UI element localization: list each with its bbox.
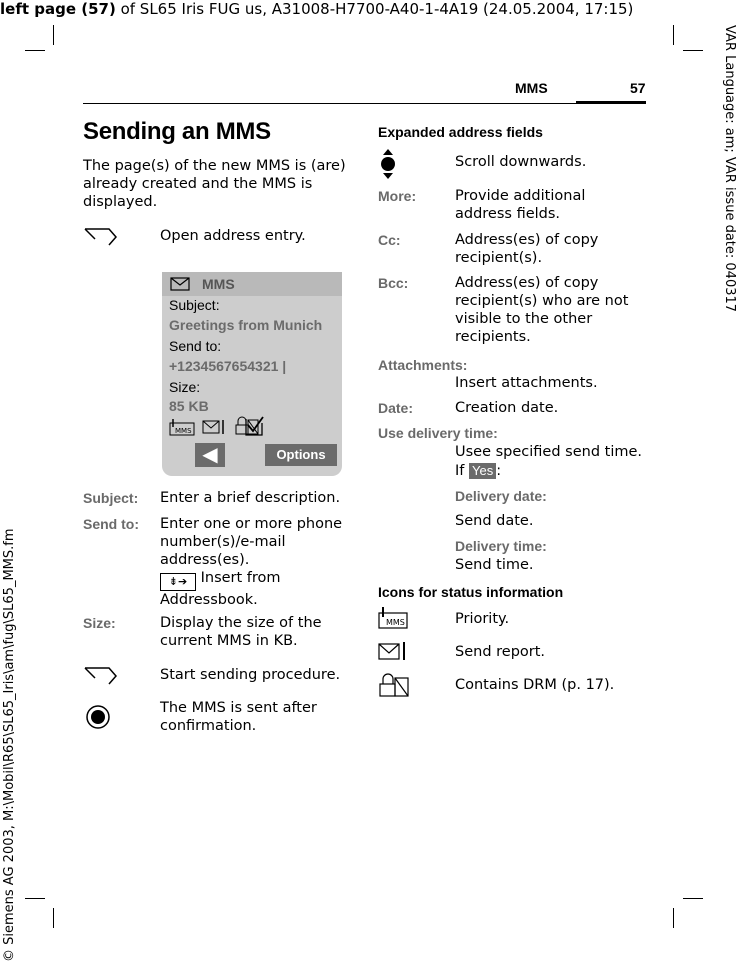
icon-desc: Priority.	[455, 611, 510, 627]
attachments-label: Attachments:	[378, 357, 468, 373]
crop-mark	[53, 25, 54, 45]
def-label: Subject:	[83, 490, 139, 506]
header-rule-thick	[576, 101, 646, 104]
nav-key-icon	[85, 704, 111, 730]
scroll-text: Scroll downwards.	[455, 154, 587, 170]
svg-text:MMS: MMS	[386, 618, 405, 627]
screen-size-label: Size:	[169, 379, 201, 395]
icon-desc: Send report.	[455, 644, 546, 660]
header-rest: of SL65 Iris FUG us, A31008-H7700-A40-1-4A19 (24.05.2004, 17:15)	[115, 0, 634, 18]
attachments-text: Insert attachments.	[455, 375, 598, 391]
left-softkey-icon	[83, 664, 119, 688]
field-text: Address(es) of copy recipient(s).	[455, 232, 599, 266]
delivery-date-label: Delivery date:	[455, 488, 547, 504]
page-number: 57	[630, 80, 646, 96]
crop-mark	[673, 908, 674, 928]
use-delivery-text: Usee specified send time.	[455, 444, 643, 460]
def-text: Enter a brief description.	[160, 490, 341, 506]
sent-text: The MMS is sent after confirmation.	[160, 700, 317, 734]
checkmark-softkey-icon[interactable]	[244, 415, 264, 439]
addressbook-icon: ⇟➔	[160, 573, 196, 591]
options-softkey[interactable]: Options	[265, 444, 337, 466]
open-entry-text: Open address entry.	[160, 228, 306, 244]
crop-mark	[53, 908, 54, 928]
field-text: Address(es) of copy recipient(s) who are not visible to the other recipients.	[455, 275, 629, 345]
field-label: More:	[378, 188, 417, 204]
side-note-right: VAR Language: am; VAR issue date: 040317	[722, 25, 737, 313]
scroll-down-icon	[378, 148, 398, 180]
delivery-time-text: Send time.	[455, 557, 534, 573]
priority-icon	[169, 418, 195, 436]
header-prefix: left page (57)	[0, 0, 116, 18]
crop-mark	[25, 898, 45, 899]
send-report-icon	[378, 640, 408, 664]
screen-subject-label: Subject:	[169, 297, 220, 313]
date-label: Date:	[378, 400, 414, 416]
header-rule	[83, 103, 576, 104]
delivery-time-label: Delivery time:	[455, 538, 547, 554]
def-text	[160, 515, 350, 609]
field-label: Bcc:	[378, 275, 409, 291]
expanded-heading: Expanded address fields	[378, 124, 543, 140]
crop-mark	[25, 50, 45, 51]
screen-title: MMS	[202, 276, 235, 292]
use-delivery-label: Use delivery time:	[378, 425, 498, 441]
phone-screen	[162, 272, 342, 476]
running-section: MMS	[515, 80, 548, 96]
screen-subject-value[interactable]: Greetings from Munich	[169, 317, 323, 333]
print-header	[0, 0, 633, 18]
send-report-icon	[202, 418, 226, 436]
delivery-date-text: Send date.	[455, 513, 534, 529]
use-delivery-if: If Yes :	[455, 463, 502, 479]
if-word: If	[455, 463, 465, 479]
icon-desc: Contains DRM (p. 17).	[455, 677, 615, 693]
left-softkey-icon	[83, 225, 119, 249]
screen-size-value: 85 KB	[169, 398, 209, 414]
def-text: Display the size of the current MMS in KB.	[160, 615, 322, 649]
drm-icon	[378, 672, 410, 698]
crop-mark	[683, 898, 703, 899]
start-send-text: Start sending procedure.	[160, 667, 341, 683]
icons-heading: Icons for status information	[378, 584, 564, 600]
clear-button[interactable]: ◀	[195, 443, 225, 467]
date-text: Creation date.	[455, 400, 559, 416]
crop-mark	[673, 25, 674, 45]
svg-text:MMS: MMS	[175, 427, 192, 435]
def-text-main: Enter one or more phone number(s)/e-mail address(es).	[160, 516, 343, 568]
def-label: Size:	[83, 615, 116, 631]
envelope-icon	[170, 277, 190, 291]
screen-send-value[interactable]: +1234567654321 |	[169, 358, 287, 374]
screen-title-bar	[162, 272, 342, 296]
field-text: Provide additional address fields.	[455, 188, 586, 222]
side-note-left: © Siemens AG 2003, M:\Mobil\R65\SL65_Iris\am\fug\SL65_MMS.fm	[2, 528, 17, 962]
crop-mark	[683, 50, 703, 51]
field-label: Cc:	[378, 232, 401, 248]
priority-icon	[378, 606, 408, 630]
page-title: Sending an MMS	[83, 118, 271, 145]
def-label: Send to:	[83, 516, 139, 532]
screen-send-label: Send to:	[169, 338, 222, 354]
yes-softkey[interactable]: Yes	[469, 463, 496, 479]
intro-text: The page(s) of the new MMS is (are) already created and the MMS is displayed.	[83, 158, 346, 210]
def-text-extra: Insert from Addressbook.	[160, 570, 281, 608]
